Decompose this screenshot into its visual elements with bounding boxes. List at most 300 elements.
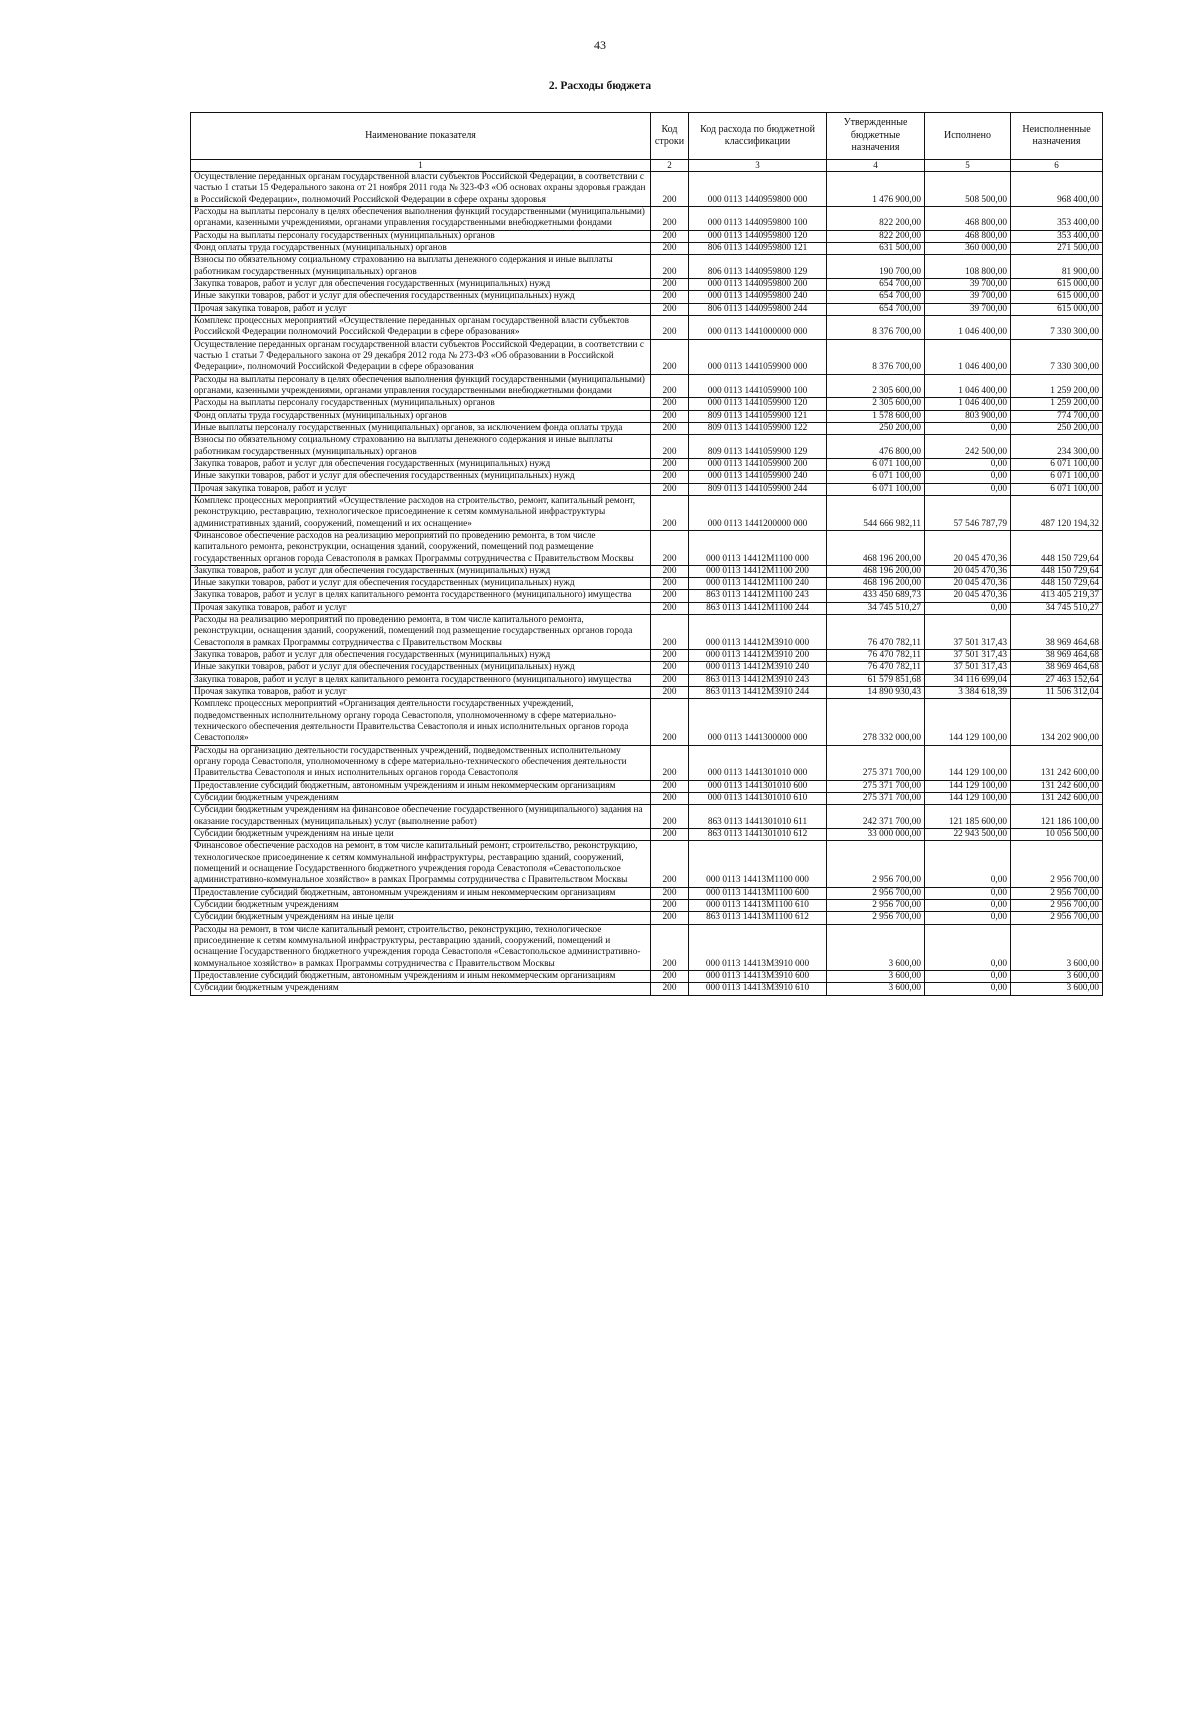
line-code-cell: 200: [651, 172, 689, 207]
approved-amount-cell: 2 956 700,00: [827, 900, 925, 912]
classification-code-cell: 863 0113 1441301010 612: [689, 829, 827, 841]
header-unexecuted: Неисполненные назначения: [1011, 113, 1103, 160]
classification-code-cell: 000 0113 14412M3910 000: [689, 615, 827, 650]
classification-code-cell: 863 0113 1441301010 611: [689, 805, 827, 829]
unexecuted-amount-cell: 1 259 200,00: [1011, 398, 1103, 410]
indicator-name-cell: Закупка товаров, работ и услуг для обеспечения государственных (муниципальных) нужд: [191, 565, 651, 577]
classification-code-cell: 000 0113 1441059900 200: [689, 458, 827, 470]
executed-amount-cell: 0,00: [925, 458, 1011, 470]
approved-amount-cell: 275 371 700,00: [827, 745, 925, 780]
indicator-name-cell: Расходы на выплаты персоналу государственных (муниципальных) органов: [191, 398, 651, 410]
approved-amount-cell: 468 196 200,00: [827, 530, 925, 565]
unexecuted-amount-cell: 34 745 510,27: [1011, 602, 1103, 614]
approved-amount-cell: 6 071 100,00: [827, 483, 925, 495]
executed-amount-cell: 20 045 470,36: [925, 578, 1011, 590]
table-row: [191, 278, 1103, 290]
line-code-cell: 200: [651, 983, 689, 995]
indicator-name-cell: Иные закупки товаров, работ и услуг для обеспечения государственных (муниципальных) нужд: [191, 662, 651, 674]
unexecuted-amount-cell: 10 056 500,00: [1011, 829, 1103, 841]
approved-amount-cell: 2 956 700,00: [827, 887, 925, 899]
classification-code-cell: 806 0113 1440959800 129: [689, 255, 827, 279]
classification-code-cell: 000 0113 14413M1100 000: [689, 841, 827, 887]
line-code-cell: 200: [651, 590, 689, 602]
approved-amount-cell: 278 332 000,00: [827, 699, 925, 745]
classification-code-cell: 806 0113 1440959800 244: [689, 303, 827, 315]
line-code-cell: 200: [651, 230, 689, 242]
classification-code-cell: 863 0113 14412M1100 243: [689, 590, 827, 602]
line-code-cell: 200: [651, 565, 689, 577]
approved-amount-cell: 2 305 600,00: [827, 374, 925, 398]
table-row: [191, 458, 1103, 470]
approved-amount-cell: 476 800,00: [827, 435, 925, 459]
classification-code-cell: 863 0113 14412M3910 243: [689, 674, 827, 686]
table-body: [191, 172, 1103, 996]
unexecuted-amount-cell: 353 400,00: [1011, 230, 1103, 242]
page-number: 43: [594, 38, 606, 52]
indicator-name-cell: Расходы на выплаты персоналу в целях обеспечения выполнения функций государственными (муниципальными) органами, казенными учреждениями, органами управления государственными внебюджетными фондами: [191, 374, 651, 398]
approved-amount-cell: 8 376 700,00: [827, 315, 925, 339]
table-header-row: [191, 113, 1103, 160]
approved-amount-cell: 6 071 100,00: [827, 471, 925, 483]
indicator-name-cell: Комплекс процессных мероприятий «Осуществление расходов на строительство, ремонт, капитальный ремонт, реконструкцию, реставрацию, технологическое присоединение к сетям коммунальной инфраструктуры административных зданий, сооружений, помещений и их оснащение»: [191, 495, 651, 530]
approved-amount-cell: 190 700,00: [827, 255, 925, 279]
approved-amount-cell: 3 600,00: [827, 924, 925, 970]
unexecuted-amount-cell: 11 506 312,04: [1011, 687, 1103, 699]
unexecuted-amount-cell: 131 242 600,00: [1011, 780, 1103, 792]
line-code-cell: 200: [651, 912, 689, 924]
executed-amount-cell: 37 501 317,43: [925, 662, 1011, 674]
table-row: [191, 900, 1103, 912]
indicator-name-cell: Иные закупки товаров, работ и услуг для обеспечения государственных (муниципальных) нужд: [191, 578, 651, 590]
indicator-name-cell: Расходы на выплаты персоналу в целях обеспечения выполнения функций государственными (муниципальными) органами, казенными учреждениями, органами управления государственными внебюджетными фондами: [191, 206, 651, 230]
indicator-name-cell: Закупка товаров, работ и услуг для обеспечения государственных (муниципальных) нужд: [191, 278, 651, 290]
column-number: 6: [1011, 160, 1103, 172]
approved-amount-cell: 2 956 700,00: [827, 841, 925, 887]
table-row: [191, 674, 1103, 686]
indicator-name-cell: Прочая закупка товаров, работ и услуг: [191, 303, 651, 315]
unexecuted-amount-cell: 615 000,00: [1011, 291, 1103, 303]
classification-code-cell: 809 0113 1441059900 129: [689, 435, 827, 459]
indicator-name-cell: Комплекс процессных мероприятий «Осуществление переданных органам государственной власти субъектов Российской Федерации полномочий Российской Федерации в сфере образования»: [191, 315, 651, 339]
indicator-name-cell: Взносы по обязательному социальному страхованию на выплаты денежного содержания и иные выплаты работникам государственных (муниципальных) органов: [191, 435, 651, 459]
line-code-cell: 200: [651, 662, 689, 674]
approved-amount-cell: 2 305 600,00: [827, 398, 925, 410]
table-row: [191, 339, 1103, 374]
approved-amount-cell: 242 371 700,00: [827, 805, 925, 829]
unexecuted-amount-cell: 3 600,00: [1011, 924, 1103, 970]
approved-amount-cell: 6 071 100,00: [827, 458, 925, 470]
column-number: 3: [689, 160, 827, 172]
approved-amount-cell: 1 578 600,00: [827, 410, 925, 422]
classification-code-cell: 000 0113 1441059900 100: [689, 374, 827, 398]
approved-amount-cell: 1 476 900,00: [827, 172, 925, 207]
line-code-cell: 200: [651, 780, 689, 792]
executed-amount-cell: 360 000,00: [925, 242, 1011, 254]
unexecuted-amount-cell: 271 500,00: [1011, 242, 1103, 254]
approved-amount-cell: 275 371 700,00: [827, 780, 925, 792]
line-code-cell: 200: [651, 458, 689, 470]
approved-amount-cell: 250 200,00: [827, 422, 925, 434]
table-row: [191, 291, 1103, 303]
executed-amount-cell: 144 129 100,00: [925, 793, 1011, 805]
approved-amount-cell: 61 579 851,68: [827, 674, 925, 686]
unexecuted-amount-cell: 27 463 152,64: [1011, 674, 1103, 686]
line-code-cell: 200: [651, 615, 689, 650]
line-code-cell: 200: [651, 242, 689, 254]
table-row: [191, 483, 1103, 495]
line-code-cell: 200: [651, 900, 689, 912]
unexecuted-amount-cell: 134 202 900,00: [1011, 699, 1103, 745]
classification-code-cell: 000 0113 1441301010 600: [689, 780, 827, 792]
header-executed: Исполнено: [925, 113, 1011, 160]
indicator-name-cell: Осуществление переданных органам государственной власти субъектов Российской Федерации, в соответствии с частью 1 статьи 7 Федерального закона от 29 декабря 2012 года № 273-ФЗ «Об образовании в Российской Федерации», полномочий Российской Федерации в сфере образования: [191, 339, 651, 374]
unexecuted-amount-cell: 234 300,00: [1011, 435, 1103, 459]
line-code-cell: 200: [651, 291, 689, 303]
classification-code-cell: 000 0113 14412M1100 200: [689, 565, 827, 577]
unexecuted-amount-cell: 250 200,00: [1011, 422, 1103, 434]
executed-amount-cell: 144 129 100,00: [925, 745, 1011, 780]
executed-amount-cell: 39 700,00: [925, 291, 1011, 303]
classification-code-cell: 000 0113 1441300000 000: [689, 699, 827, 745]
unexecuted-amount-cell: 7 330 300,00: [1011, 315, 1103, 339]
classification-code-cell: 000 0113 14412M1100 000: [689, 530, 827, 565]
unexecuted-amount-cell: 774 700,00: [1011, 410, 1103, 422]
executed-amount-cell: 0,00: [925, 970, 1011, 982]
unexecuted-amount-cell: 2 956 700,00: [1011, 912, 1103, 924]
unexecuted-amount-cell: 448 150 729,64: [1011, 578, 1103, 590]
classification-code-cell: 809 0113 1441059900 122: [689, 422, 827, 434]
line-code-cell: 200: [651, 650, 689, 662]
executed-amount-cell: 468 800,00: [925, 206, 1011, 230]
indicator-name-cell: Фонд оплаты труда государственных (муниципальных) органов: [191, 242, 651, 254]
table-row: [191, 780, 1103, 792]
indicator-name-cell: Иные закупки товаров, работ и услуг для обеспечения государственных (муниципальных) нужд: [191, 471, 651, 483]
table-row: [191, 398, 1103, 410]
table-row: [191, 924, 1103, 970]
line-code-cell: 200: [651, 578, 689, 590]
approved-amount-cell: 3 600,00: [827, 970, 925, 982]
section-title: 2. Расходы бюджета: [548, 80, 652, 92]
unexecuted-amount-cell: 38 969 464,68: [1011, 615, 1103, 650]
executed-amount-cell: 144 129 100,00: [925, 699, 1011, 745]
classification-code-cell: 000 0113 1440959800 240: [689, 291, 827, 303]
table-row: [191, 410, 1103, 422]
unexecuted-amount-cell: 131 242 600,00: [1011, 793, 1103, 805]
indicator-name-cell: Финансовое обеспечение расходов на ремонт, в том числе капитальный ремонт, строительство, реконструкцию, технологическое присоединение к сетям коммунальной инфраструктуры, реставрацию зданий, сооружений, помещений и оснащение Государственного бюджетного учреждения города Севастополя «Севастопольское административно-коммунальное хозяйство» в рамках Программы сотрудничества с Правительством Москвы: [191, 841, 651, 887]
approved-amount-cell: 433 450 689,73: [827, 590, 925, 602]
unexecuted-amount-cell: 615 000,00: [1011, 278, 1103, 290]
column-number: 1: [191, 160, 651, 172]
executed-amount-cell: 0,00: [925, 483, 1011, 495]
table-row: [191, 374, 1103, 398]
line-code-cell: 200: [651, 841, 689, 887]
indicator-name-cell: Прочая закупка товаров, работ и услуг: [191, 687, 651, 699]
executed-amount-cell: 22 943 500,00: [925, 829, 1011, 841]
line-code-cell: 200: [651, 315, 689, 339]
classification-code-cell: 000 0113 1441059900 120: [689, 398, 827, 410]
column-number: 5: [925, 160, 1011, 172]
table-row: [191, 699, 1103, 745]
executed-amount-cell: 242 500,00: [925, 435, 1011, 459]
indicator-name-cell: Прочая закупка товаров, работ и услуг: [191, 483, 651, 495]
unexecuted-amount-cell: 6 071 100,00: [1011, 483, 1103, 495]
executed-amount-cell: 0,00: [925, 841, 1011, 887]
table-row: [191, 602, 1103, 614]
executed-amount-cell: 0,00: [925, 471, 1011, 483]
unexecuted-amount-cell: 3 600,00: [1011, 970, 1103, 982]
unexecuted-amount-cell: 487 120 194,32: [1011, 495, 1103, 530]
line-code-cell: 200: [651, 829, 689, 841]
approved-amount-cell: 14 890 930,43: [827, 687, 925, 699]
approved-amount-cell: 468 196 200,00: [827, 578, 925, 590]
table-row: [191, 471, 1103, 483]
line-code-cell: 200: [651, 699, 689, 745]
classification-code-cell: 000 0113 14413M3910 610: [689, 983, 827, 995]
indicator-name-cell: Взносы по обязательному социальному страхованию на выплаты денежного содержания и иные выплаты работникам государственных (муниципальных) органов: [191, 255, 651, 279]
classification-code-cell: 000 0113 14412M3910 240: [689, 662, 827, 674]
line-code-cell: 200: [651, 398, 689, 410]
unexecuted-amount-cell: 2 956 700,00: [1011, 887, 1103, 899]
indicator-name-cell: Закупка товаров, работ и услуг для обеспечения государственных (муниципальных) нужд: [191, 650, 651, 662]
approved-amount-cell: 822 200,00: [827, 206, 925, 230]
table-row: [191, 422, 1103, 434]
executed-amount-cell: 0,00: [925, 422, 1011, 434]
indicator-name-cell: Субсидии бюджетным учреждениям на иные цели: [191, 912, 651, 924]
table-row: [191, 206, 1103, 230]
executed-amount-cell: 0,00: [925, 912, 1011, 924]
header-classification-code: Код расхода по бюджетной классификации: [689, 113, 827, 160]
executed-amount-cell: 468 800,00: [925, 230, 1011, 242]
header-indicator-name: Наименование показателя: [191, 113, 651, 160]
approved-amount-cell: 2 956 700,00: [827, 912, 925, 924]
executed-amount-cell: 0,00: [925, 924, 1011, 970]
table-row: [191, 172, 1103, 207]
table-row: [191, 242, 1103, 254]
table-row: [191, 590, 1103, 602]
approved-amount-cell: 76 470 782,11: [827, 650, 925, 662]
classification-code-cell: 000 0113 1440959800 120: [689, 230, 827, 242]
indicator-name-cell: Осуществление переданных органам государственной власти субъектов Российской Федерации, в соответствии с частью 1 статьи 15 Федерального закона от 21 ноября 2011 года № 323-ФЗ «Об основах охраны здоровья граждан в Российской Федерации», полномочий Российской Федерации в сфере охраны здоровья: [191, 172, 651, 207]
table-row: [191, 841, 1103, 887]
unexecuted-amount-cell: 1 259 200,00: [1011, 374, 1103, 398]
table-row: [191, 303, 1103, 315]
unexecuted-amount-cell: 448 150 729,64: [1011, 565, 1103, 577]
expenditures-table: [190, 112, 1103, 996]
classification-code-cell: 000 0113 14413M3910 600: [689, 970, 827, 982]
indicator-name-cell: Иные выплаты персоналу государственных (муниципальных) органов, за исключением фонда оплаты труда: [191, 422, 651, 434]
table-row: [191, 650, 1103, 662]
executed-amount-cell: 1 046 400,00: [925, 398, 1011, 410]
classification-code-cell: 000 0113 14412M1100 240: [689, 578, 827, 590]
unexecuted-amount-cell: 6 071 100,00: [1011, 471, 1103, 483]
header-line-code: Код строки: [651, 113, 689, 160]
classification-code-cell: 806 0113 1440959800 121: [689, 242, 827, 254]
indicator-name-cell: Закупка товаров, работ и услуг в целях капитального ремонта государственного (муниципального) имущества: [191, 674, 651, 686]
indicator-name-cell: Предоставление субсидий бюджетным, автономным учреждениям и иным некоммерческим организациям: [191, 780, 651, 792]
line-code-cell: 200: [651, 530, 689, 565]
approved-amount-cell: 76 470 782,11: [827, 615, 925, 650]
indicator-name-cell: Закупка товаров, работ и услуг в целях капитального ремонта государственного (муниципального) имущества: [191, 590, 651, 602]
line-code-cell: 200: [651, 339, 689, 374]
classification-code-cell: 000 0113 1441301010 610: [689, 793, 827, 805]
table-row: [191, 687, 1103, 699]
unexecuted-amount-cell: 3 600,00: [1011, 983, 1103, 995]
classification-code-cell: 809 0113 1441059900 121: [689, 410, 827, 422]
executed-amount-cell: 20 045 470,36: [925, 565, 1011, 577]
unexecuted-amount-cell: 38 969 464,68: [1011, 650, 1103, 662]
line-code-cell: 200: [651, 687, 689, 699]
classification-code-cell: 000 0113 1441059900 240: [689, 471, 827, 483]
unexecuted-amount-cell: 121 186 100,00: [1011, 805, 1103, 829]
approved-amount-cell: 654 700,00: [827, 278, 925, 290]
executed-amount-cell: 0,00: [925, 887, 1011, 899]
unexecuted-amount-cell: 968 400,00: [1011, 172, 1103, 207]
unexecuted-amount-cell: 448 150 729,64: [1011, 530, 1103, 565]
approved-amount-cell: 822 200,00: [827, 230, 925, 242]
classification-code-cell: 000 0113 14412M3910 200: [689, 650, 827, 662]
line-code-cell: 200: [651, 674, 689, 686]
table-row: [191, 578, 1103, 590]
indicator-name-cell: Субсидии бюджетным учреждениям: [191, 983, 651, 995]
table-row: [191, 315, 1103, 339]
indicator-name-cell: Финансовое обеспечение расходов на реализацию мероприятий по проведению ремонта, в том числе капитального ремонта, реконструкции, оснащения зданий, сооружений, помещений под размещение государственных органов города Севастополя в рамках Программы сотрудничества с Правительством Москвы: [191, 530, 651, 565]
classification-code-cell: 000 0113 1441000000 000: [689, 315, 827, 339]
executed-amount-cell: 803 900,00: [925, 410, 1011, 422]
executed-amount-cell: 3 384 618,39: [925, 687, 1011, 699]
line-code-cell: 200: [651, 887, 689, 899]
approved-amount-cell: 275 371 700,00: [827, 793, 925, 805]
table-row: [191, 887, 1103, 899]
executed-amount-cell: 57 546 787,79: [925, 495, 1011, 530]
executed-amount-cell: 37 501 317,43: [925, 615, 1011, 650]
unexecuted-amount-cell: 615 000,00: [1011, 303, 1103, 315]
line-code-cell: 200: [651, 793, 689, 805]
indicator-name-cell: Закупка товаров, работ и услуг для обеспечения государственных (муниципальных) нужд: [191, 458, 651, 470]
unexecuted-amount-cell: 2 956 700,00: [1011, 841, 1103, 887]
approved-amount-cell: 631 500,00: [827, 242, 925, 254]
header-approved: Утвержденные бюджетные назначения: [827, 113, 925, 160]
column-number: 4: [827, 160, 925, 172]
classification-code-cell: 000 0113 14413M1100 610: [689, 900, 827, 912]
table-row: [191, 829, 1103, 841]
unexecuted-amount-cell: 413 405 219,37: [1011, 590, 1103, 602]
classification-code-cell: 809 0113 1441059900 244: [689, 483, 827, 495]
indicator-name-cell: Субсидии бюджетным учреждениям на иные цели: [191, 829, 651, 841]
line-code-cell: 200: [651, 303, 689, 315]
line-code-cell: 200: [651, 422, 689, 434]
approved-amount-cell: 544 666 982,11: [827, 495, 925, 530]
line-code-cell: 200: [651, 805, 689, 829]
approved-amount-cell: 468 196 200,00: [827, 565, 925, 577]
classification-code-cell: 863 0113 14412M3910 244: [689, 687, 827, 699]
table-row: [191, 793, 1103, 805]
executed-amount-cell: 1 046 400,00: [925, 339, 1011, 374]
approved-amount-cell: 3 600,00: [827, 983, 925, 995]
classification-code-cell: 000 0113 1440959800 200: [689, 278, 827, 290]
table-row: [191, 255, 1103, 279]
executed-amount-cell: 34 116 699,04: [925, 674, 1011, 686]
indicator-name-cell: Субсидии бюджетным учреждениям: [191, 793, 651, 805]
classification-code-cell: 000 0113 14413M3910 000: [689, 924, 827, 970]
unexecuted-amount-cell: 131 242 600,00: [1011, 745, 1103, 780]
indicator-name-cell: Субсидии бюджетным учреждениям на финансовое обеспечение государственного (муниципального) задания на оказание государственных (муниципальных) услуг (выполнение работ): [191, 805, 651, 829]
executed-amount-cell: 108 800,00: [925, 255, 1011, 279]
indicator-name-cell: Комплекс процессных мероприятий «Организация деятельности государственных учреждений, подведомственных исполнительному органу города Севастополя, уполномоченному в сфере материально-технического обеспечения деятельности Правительства Севастополя и иных исполнительных органов города Севастополя»: [191, 699, 651, 745]
indicator-name-cell: Расходы на выплаты персоналу государственных (муниципальных) органов: [191, 230, 651, 242]
executed-amount-cell: 37 501 317,43: [925, 650, 1011, 662]
table-row: [191, 912, 1103, 924]
executed-amount-cell: 0,00: [925, 983, 1011, 995]
table-row: [191, 615, 1103, 650]
table-row: [191, 530, 1103, 565]
executed-amount-cell: 20 045 470,36: [925, 530, 1011, 565]
unexecuted-amount-cell: 81 900,00: [1011, 255, 1103, 279]
classification-code-cell: 000 0113 1441200000 000: [689, 495, 827, 530]
indicator-name-cell: Расходы на ремонт, в том числе капитальный ремонт, строительство, реконструкцию, технологическое присоединение к сетям коммунальной инфраструктуры, реставрацию зданий, сооружений, помещений и оснащение Государственного бюджетного учреждения города Севастополя «Севастопольское административно-коммунальное хозяйство» в рамках Программы сотрудничества с Правительством Москвы: [191, 924, 651, 970]
indicator-name-cell: Иные закупки товаров, работ и услуг для обеспечения государственных (муниципальных) нужд: [191, 291, 651, 303]
table-row: [191, 230, 1103, 242]
line-code-cell: 200: [651, 495, 689, 530]
table-row: [191, 970, 1103, 982]
table-row: [191, 565, 1103, 577]
classification-code-cell: 863 0113 14413M1100 612: [689, 912, 827, 924]
indicator-name-cell: Расходы на реализацию мероприятий по проведению ремонта, в том числе капитального ремонта, реконструкции, оснащения зданий, сооружений, помещений под размещение государственных органов города Севастополя в рамках Программы сотрудничества с Правительством Москвы: [191, 615, 651, 650]
approved-amount-cell: 34 745 510,27: [827, 602, 925, 614]
line-code-cell: 200: [651, 970, 689, 982]
table-row: [191, 983, 1103, 995]
classification-code-cell: 000 0113 1440959800 100: [689, 206, 827, 230]
executed-amount-cell: 121 185 600,00: [925, 805, 1011, 829]
executed-amount-cell: 144 129 100,00: [925, 780, 1011, 792]
line-code-cell: 200: [651, 374, 689, 398]
unexecuted-amount-cell: 38 969 464,68: [1011, 662, 1103, 674]
classification-code-cell: 000 0113 1440959800 000: [689, 172, 827, 207]
line-code-cell: 200: [651, 255, 689, 279]
executed-amount-cell: 1 046 400,00: [925, 374, 1011, 398]
line-code-cell: 200: [651, 278, 689, 290]
table-row: [191, 495, 1103, 530]
unexecuted-amount-cell: 2 956 700,00: [1011, 900, 1103, 912]
classification-code-cell: 000 0113 14413M1100 600: [689, 887, 827, 899]
executed-amount-cell: 1 046 400,00: [925, 315, 1011, 339]
line-code-cell: 200: [651, 410, 689, 422]
executed-amount-cell: 0,00: [925, 602, 1011, 614]
table-row: [191, 435, 1103, 459]
line-code-cell: 200: [651, 206, 689, 230]
column-number: 2: [651, 160, 689, 172]
indicator-name-cell: Предоставление субсидий бюджетным, автономным учреждениям и иным некоммерческим организациям: [191, 970, 651, 982]
table-row: [191, 662, 1103, 674]
indicator-name-cell: Прочая закупка товаров, работ и услуг: [191, 602, 651, 614]
line-code-cell: 200: [651, 602, 689, 614]
indicator-name-cell: Расходы на организацию деятельности государственных учреждений, подведомственных исполнительному органу города Севастополя, уполномоченному в сфере материально-технического обеспечения деятельности Правительства Севастополя и иных исполнительных органов города Севастополя: [191, 745, 651, 780]
approved-amount-cell: 33 000 000,00: [827, 829, 925, 841]
line-code-cell: 200: [651, 435, 689, 459]
executed-amount-cell: 39 700,00: [925, 278, 1011, 290]
classification-code-cell: 000 0113 1441301010 000: [689, 745, 827, 780]
line-code-cell: 200: [651, 924, 689, 970]
executed-amount-cell: 20 045 470,36: [925, 590, 1011, 602]
line-code-cell: 200: [651, 471, 689, 483]
table-row: [191, 745, 1103, 780]
classification-code-cell: 000 0113 1441059900 000: [689, 339, 827, 374]
indicator-name-cell: Субсидии бюджетным учреждениям: [191, 900, 651, 912]
executed-amount-cell: 508 500,00: [925, 172, 1011, 207]
unexecuted-amount-cell: 6 071 100,00: [1011, 458, 1103, 470]
table-row: [191, 805, 1103, 829]
executed-amount-cell: 39 700,00: [925, 303, 1011, 315]
approved-amount-cell: 76 470 782,11: [827, 662, 925, 674]
